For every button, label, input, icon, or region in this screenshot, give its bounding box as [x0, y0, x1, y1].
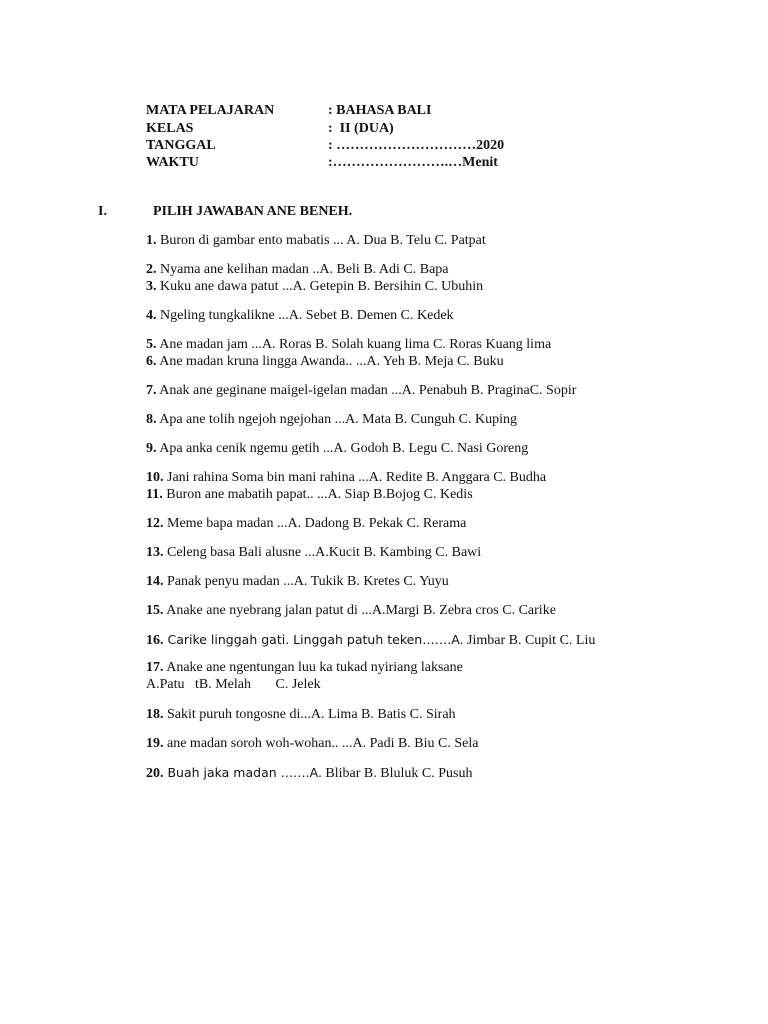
question-text-alt-font: Buah jaka madan …….A. — [163, 765, 322, 780]
question-item — [146, 735, 478, 753]
section-number: I. — [98, 204, 107, 219]
question-number: 4. — [146, 308, 157, 323]
question-item — [146, 353, 504, 371]
question-text: Ane madan kruna lingga Awanda.. ...A. Yeh B. Meja C. Buku — [156, 354, 504, 369]
question-number: 20. — [146, 766, 164, 781]
question-text: Ane madan jam ...A. Roras B. Solah kuang lima C. Roras Kuang lima — [156, 337, 552, 352]
question-item — [146, 440, 528, 458]
question-text: Blibar B. Bluluk C. Pusuh — [321, 766, 473, 781]
question-item — [146, 544, 481, 562]
question-item — [146, 659, 463, 677]
question-text: Apa ane tolih ngejoh ngejohan ...A. Mata B. Cunguh C. Kuping — [156, 412, 517, 427]
question-item — [146, 411, 517, 429]
question-number: 3. — [146, 279, 157, 294]
question-item — [146, 307, 454, 325]
question-number: 1. — [146, 233, 157, 248]
question-item — [146, 232, 486, 250]
question-text: ane madan soroh woh-wohan.. ...A. Padi B. Biu C. Sela — [163, 736, 479, 751]
question-text: Celeng basa Bali alusne ...A.Kucit B. Kambing C. Bawi — [163, 545, 482, 560]
question-continuation: A.Patu tB. Melah C. Jelek — [146, 677, 321, 692]
question-number: 15. — [146, 603, 164, 618]
question-number: 5. — [146, 337, 157, 352]
question-text: Jani rahina Soma bin mani rahina ...A. Redite B. Anggara C. Budha — [163, 470, 547, 485]
question-text: Buron ane mabatih papat.. ...A. Siap B.Bojog C. Kedis — [162, 487, 473, 502]
header-label-subject: MATA PELAJARAN — [146, 103, 275, 118]
question-number: 7. — [146, 383, 157, 398]
section-title: PILIH JAWABAN ANE BENEH. — [153, 204, 353, 219]
question-text: Sakit puruh tongosne di...A. Lima B. Batis C. Sirah — [163, 707, 456, 722]
question-item — [146, 278, 483, 296]
question-text: Anak ane geginane maigel-igelan madan ...A. Penabuh B. PraginaC. Sopir — [156, 383, 577, 398]
question-number: 17. — [146, 660, 164, 675]
header-label-date: TANGGAL — [146, 138, 216, 153]
question-number: 10. — [146, 470, 164, 485]
question-text: Anake ane ngentungan luu ka tukad nyiriang laksane — [163, 660, 463, 675]
question-item — [146, 602, 556, 620]
header-label-time: WAKTU — [146, 155, 199, 170]
header-value-subject: : BAHASA BALI — [328, 103, 432, 118]
question-number: 9. — [146, 441, 157, 456]
question-item — [146, 706, 456, 724]
question-item — [146, 261, 449, 279]
question-number: 8. — [146, 412, 157, 427]
header-value-date: : …………………………2020 — [328, 138, 505, 153]
question-item — [146, 469, 546, 487]
question-text: Kuku ane dawa patut ...A. Getepin B. Bersihin C. Ubuhin — [156, 279, 484, 294]
question-number: 19. — [146, 736, 164, 751]
question-item — [146, 631, 595, 650]
question-item — [146, 382, 576, 400]
question-text: Meme bapa madan ...A. Dadong B. Pekak C. Rerama — [163, 516, 467, 531]
header-value-time: :…………………….…Menit — [328, 155, 498, 170]
question-text: Ngeling tungkalikne ...A. Sebet B. Demen C. Kedek — [156, 308, 454, 323]
question-number: 6. — [146, 354, 157, 369]
question-text: Anake ane nyebrang jalan patut di ...A.Margi B. Zebra cros C. Carike — [163, 603, 556, 618]
question-text: Jimbar B. Cupit C. Liu — [463, 633, 596, 648]
question-item — [146, 764, 472, 783]
question-number: 12. — [146, 516, 164, 531]
question-text-alt-font: Carike linggah gati. Linggah patuh teken…….A. — [163, 632, 464, 647]
question-item — [146, 515, 466, 533]
question-text: Buron di gambar ento mabatis ... A. Dua B. Telu C. Patpat — [156, 233, 486, 248]
header-value-class: : II (DUA) — [328, 121, 394, 136]
question-text: Apa anka cenik ngemu getih ...A. Godoh B. Legu C. Nasi Goreng — [156, 441, 529, 456]
question-item — [146, 573, 449, 591]
question-number: 16. — [146, 633, 164, 648]
header-label-class: KELAS — [146, 121, 194, 136]
question-number: 11. — [146, 487, 163, 502]
question-number: 18. — [146, 707, 164, 722]
question-number: 13. — [146, 545, 164, 560]
question-text: Panak penyu madan ...A. Tukik B. Kretes C. Yuyu — [163, 574, 449, 589]
question-text: Nyama ane kelihan madan ..A. Beli B. Adi C. Bapa — [156, 262, 449, 277]
question-number: 2. — [146, 262, 157, 277]
question-item — [146, 486, 473, 504]
question-item — [146, 336, 551, 354]
question-number: 14. — [146, 574, 164, 589]
